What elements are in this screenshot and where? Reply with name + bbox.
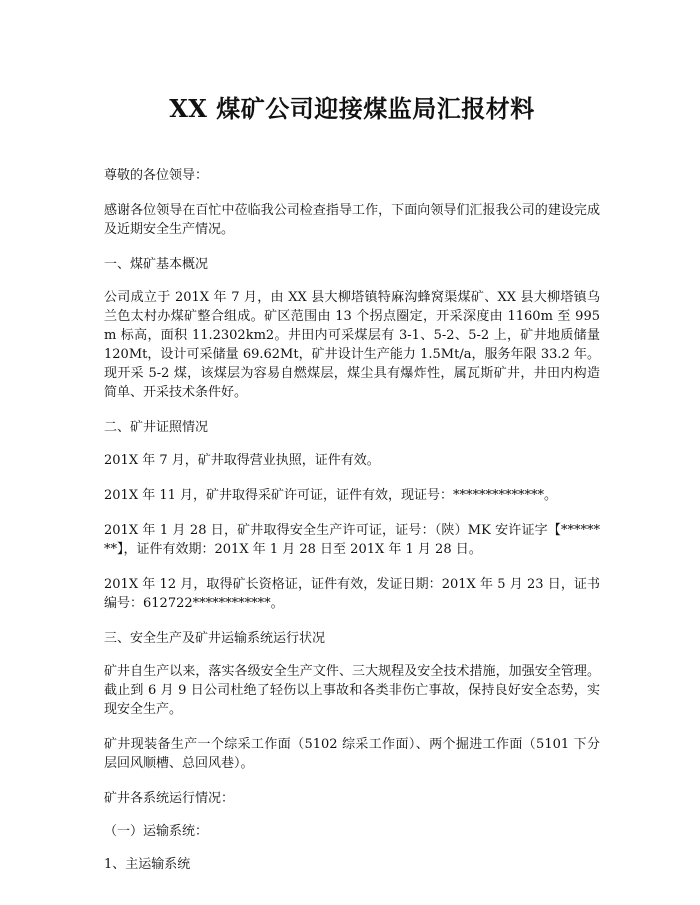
equipment-paragraph: 矿井现装备生产一个综采工作面（5102 综采工作面）、两个掘进工作面（5101 下分层回风顺槽、总回风巷）。: [104, 737, 600, 771]
subsection-main-transport: 1、主运输系统: [104, 857, 191, 872]
subsection-transport: （一）运输系统：: [104, 824, 209, 839]
section-heading-safety: 三、安全生产及矿井运输系统运行状况: [104, 631, 326, 646]
overview-paragraph: 公司成立于 201X 年 7 月，由 XX 县大柳塔镇特麻沟蜂窝渠煤矿、XX 县大柳塔镇乌兰色太村办煤矿整合组成。矿区范围由 13 个拐点圈定，开采深度由 1160m 至 995m 标高，面积 11.2302km2。井田内可采煤层有 3-1、5-2、5-2 上，矿井地质储量 120Mt，设计可采储量 69.62Mt，矿井设计生产能力 1.5Mt/a，服务年限 33.2 年。现开采 5-2 煤，该煤层为容易自燃煤层，煤尘具有爆炸性，属瓦斯矿井，井田内构造简单、开采技术条件好。: [104, 290, 600, 400]
license-safety: 201X 年 1 月 28 日，矿井取得安全生产许可证，证号：（陕）MK 安许证字【********】，证件有效期：201X 年 1 月 28 日至 201X 年 1 月 28 日。: [104, 523, 600, 557]
systems-heading: 矿井各系统运行情况：: [104, 791, 235, 806]
license-business: 201X 年 7 月，矿井取得营业执照，证件有效。: [104, 453, 380, 468]
license-manager: 201X 年 12 月，取得矿长资格证，证件有效，发证日期：201X 年 5 月 23 日，证书编号：612722************。: [104, 577, 600, 611]
section-heading-licenses: 二、矿井证照情况: [104, 420, 209, 435]
intro-paragraph: 感谢各位领导在百忙中莅临我公司检查指导工作，下面向领导们汇报我公司的建设完成及近期安全生产情况。: [104, 203, 600, 237]
section-heading-overview: 一、煤矿基本概况: [104, 257, 209, 272]
safety-paragraph: 矿井自生产以来，落实各级安全生产文件、三大规程及安全技术措施，加强安全管理。截止到 6 月 9 日公司杜绝了轻伤以上事故和各类非伤亡事故，保持良好安全态势，实现安全生产。: [104, 664, 600, 717]
salutation: 尊敬的各位领导：: [104, 168, 209, 183]
document-title: XX 煤矿公司迎接煤监局汇报材料: [169, 94, 535, 123]
license-mining: 201X 年 11 月，矿井取得采矿许可证，证件有效，现证号：**************。: [104, 488, 558, 503]
